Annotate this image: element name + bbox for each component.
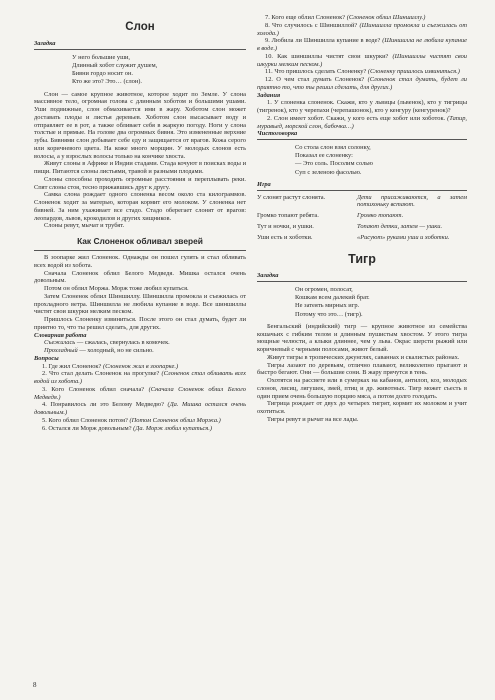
story-paragraph: Сначала Слоненок облил Белого Медведя. Мишка остался очень довольным. bbox=[34, 269, 246, 285]
story-paragraph: В зоопарке жил Слоненок. Однажды он пошел гулять и стал обливать всех водой из хобота. bbox=[34, 254, 246, 269]
story-paragraph: Затем Слоненок облил Шиншиллу. Шиншилла промокла и съежилась от прохладного ветра. Шиншилла не любила купание в воде. Все шиншиллы чистят свои шкурки мелким песком. bbox=[34, 292, 246, 316]
riddle-label: Загадка bbox=[34, 40, 56, 47]
vocabulary-item: Прохладный — холодный, но не сильно. bbox=[44, 347, 154, 355]
tasks-label: Задания bbox=[257, 91, 281, 99]
vocabulary-item: Съежилась — сжалась, свернулась в комочек. bbox=[44, 339, 170, 347]
poem-line: Суп с зеленою фасолью. bbox=[295, 168, 362, 176]
paragraph: Живут слоны в Африке и Индии стадами. Стада кочуют в поисках воды и пищи. Питаются слоны листьями, травой и разными плодами. bbox=[34, 160, 246, 176]
right-column bbox=[257, 14, 467, 424]
story-paragraph: Пришлось Слоненку извиниться. После этого он стал думать, будет ли приятно то, что ты решил сделать, для других. bbox=[34, 316, 246, 331]
riddle-line: Не затеять мирных игр. bbox=[295, 302, 360, 310]
questions-label: Вопросы bbox=[34, 354, 59, 362]
paragraph: Слоны способны проходить огромные расстояния и переплывать реки. Спят слоны стоя, тесно прижавшись друг к другу. bbox=[34, 175, 246, 191]
paragraph: Живут тигры в тропических джунглях, саваннах и скалистых районах. bbox=[267, 353, 460, 361]
tongue-twister bbox=[295, 144, 467, 177]
question: 2. Что стал делать Слоненок на прогулке? (Слоненок стал обливать всех водой из хобота.) bbox=[34, 370, 246, 386]
tiger-title: Тигр bbox=[348, 252, 376, 267]
paragraph: Слон — самое крупное животное, которое ходит по Земле. У слона массивное тело, огромная голова с длинным хоботом и большими ушами. Уши подвижные, слон обмахивается ими в жару. Хоботом слон может доставать плоды и листья деревьев. Хоботом слон высасывает воду и отправляет ее в рот, а также обливает себя в жаркую погоду. Ноги у слона толстые и прямые. На голове два огромных бивня. Это измененные верхние зубы. Бивнями слон добывает себе еду и защищается от врагов. Кожа серого или коричневого цвета. На коже много морщин. У молодых слонов есть волосы, а у взрослых волосы только на кончике хвоста. bbox=[34, 90, 246, 160]
game-table bbox=[257, 194, 467, 245]
elephant-title: Слон bbox=[125, 21, 155, 33]
game-row bbox=[257, 223, 467, 234]
paragraph: Бенгальский (индийский) тигр — крупное животное из семейства кошачьих с гибким телом и длинным пушистым хвостом. У этого тигра мощные челюсти, а клыки длиннее, чем у льва. Окрас шерсти рыжий или коричневый с черными полосами, живот белый. bbox=[257, 322, 467, 354]
game-action: «Рисуют» руками уши и хоботки. bbox=[357, 233, 450, 241]
tiger-riddle bbox=[295, 286, 467, 319]
story-title: Как Слоненок обливал зверей bbox=[77, 236, 203, 247]
divider bbox=[257, 190, 467, 191]
game-line: Громко топают ребята. bbox=[257, 212, 319, 220]
poem-line: Со стола слон взял солонку, bbox=[295, 144, 371, 151]
game-action: Дети присаживаются, а затем потихоньку встают. bbox=[357, 193, 467, 209]
divider bbox=[257, 281, 467, 282]
game-action: Топают детки, затем — ушки. bbox=[357, 222, 443, 230]
question: 11. Что пришлось сделать Слоненку? (Слоненку пришлось извиниться.) bbox=[265, 68, 460, 76]
riddle-line: Кошкам всем далекий брат. bbox=[295, 294, 370, 302]
riddle-line: Длинный хобот служит душем, bbox=[72, 61, 158, 69]
questions-list-continued bbox=[257, 14, 467, 92]
riddle-line: Потому что это… (тигр). bbox=[295, 310, 363, 318]
elephant-riddle bbox=[72, 54, 246, 87]
riddle-line: Кто же это? Это… (слон). bbox=[72, 78, 142, 86]
task: 1. У слоненка слоненок. Скажи, кто у львицы (львенок), кто у тигрицы (тигренок), кто у черепахи (черепашонок), кто у кенгуру (кенгуренок)? bbox=[257, 99, 467, 114]
riddle-line: Он огромен, полосат, bbox=[295, 286, 353, 294]
story-paragraph: Потом он облил Моржа. Морж тоже любил купаться. bbox=[44, 285, 189, 293]
question: 5. Кого облил Слоненок потом? (Потом Слоненок облил Моржа.) bbox=[42, 416, 221, 424]
task: 2. Слон имеет хобот. Скажи, у кого есть еще хобот или хоботок. (Тапир, муравьед, морской слон, бабочка…) bbox=[257, 114, 467, 130]
question: 10. Как шиншиллы чистят свои шкурки? (Шиншиллы чистят свои шкурки мелким песком.) bbox=[257, 52, 467, 68]
game-line: Тут и ночки, и ушки. bbox=[257, 222, 314, 230]
question: 3. Кого Слоненок облил сначала? (Сначала Слоненок облил Белого Медведя.) bbox=[34, 385, 246, 401]
game-line: У слонят растут слонята. bbox=[257, 193, 326, 201]
page-number: 8 bbox=[33, 681, 37, 689]
tongue-twister-label: Чистоговорка bbox=[257, 130, 298, 138]
vocabulary-label: Словарная работа bbox=[34, 331, 87, 339]
game-row bbox=[257, 234, 467, 245]
riddle-label: Загадка bbox=[257, 272, 279, 280]
divider bbox=[257, 139, 467, 140]
paragraph: Тигры ревут и рычат на все лады. bbox=[267, 415, 359, 423]
left-column bbox=[34, 14, 246, 432]
game-row bbox=[257, 194, 467, 213]
poem-line: — Это соль. Посолим солью bbox=[295, 160, 373, 168]
game-action: Громко топают. bbox=[357, 212, 404, 220]
question: 9. Любила ли Шиншилла купание в воде? (Шиншилла не любила купание в воде.) bbox=[257, 37, 467, 52]
paragraph: Слоны ревут, мычат и трубят. bbox=[44, 222, 125, 230]
divider bbox=[34, 49, 246, 50]
game-row bbox=[257, 212, 467, 223]
questions-list bbox=[34, 363, 246, 433]
game-line: Уши есть и хоботки. bbox=[257, 233, 313, 241]
paragraph: Охотятся на рассвете или в сумерках на кабанов, антилоп, коз, молодых слонов, лисиц, лягушек, змей, птиц и др. животных. Тигр может съесть в один прием очень большую порцию мяса, а потом долго голодать. bbox=[257, 377, 467, 400]
riddle-line: Бивни гордо носит он. bbox=[72, 70, 133, 78]
riddle-line: У него большие уши, bbox=[72, 53, 131, 61]
poem-line: Показал ее слоненку: bbox=[295, 152, 353, 160]
question: 12. О чем стал думать Слоненок? (Слоненок стал думать, будет ли приятно то, что ты решил сделать, для других.) bbox=[257, 76, 467, 91]
paragraph: Тигрица рождает от двух до четырех тигрят, кормит их молоком и учит охотиться. bbox=[257, 400, 467, 416]
divider bbox=[34, 250, 246, 251]
question: 6. Остался ли Морж довольным? (Да. Морж любил купаться.) bbox=[42, 424, 213, 432]
paragraph: Тигры лазают по деревьям, отлично плавают, великолепно прыгают и быстро бегают. Они — большие сони. В жару прячутся в тень. bbox=[257, 361, 467, 377]
question: 8. Что случилось с Шиншиллой? (Шиншилла промокла и съежилась от холода.) bbox=[257, 21, 467, 37]
question: 4. Понравилось ли это Белому Медведю? (Да. Мишка остался очень довольным.) bbox=[34, 401, 246, 417]
paragraph: Самка слона рождает одного слоненка весом около ста килограммов. Слоненок ходит за матерью, которая кормит его молоком. У слоненка нет бивней. За ним ухаживает все стадо. Стадо оберегает слонят от врагов: леопардов, львов, крокодилов и других хищников. bbox=[34, 191, 246, 222]
question: 1. Где жил Слоненок? (Слоненок жил в зоопарке.) bbox=[42, 362, 179, 370]
game-label: Игра bbox=[257, 180, 271, 188]
question: 7. Кого еще облил Слоненок? (Слоненок облил Шиншиллу.) bbox=[265, 14, 426, 21]
